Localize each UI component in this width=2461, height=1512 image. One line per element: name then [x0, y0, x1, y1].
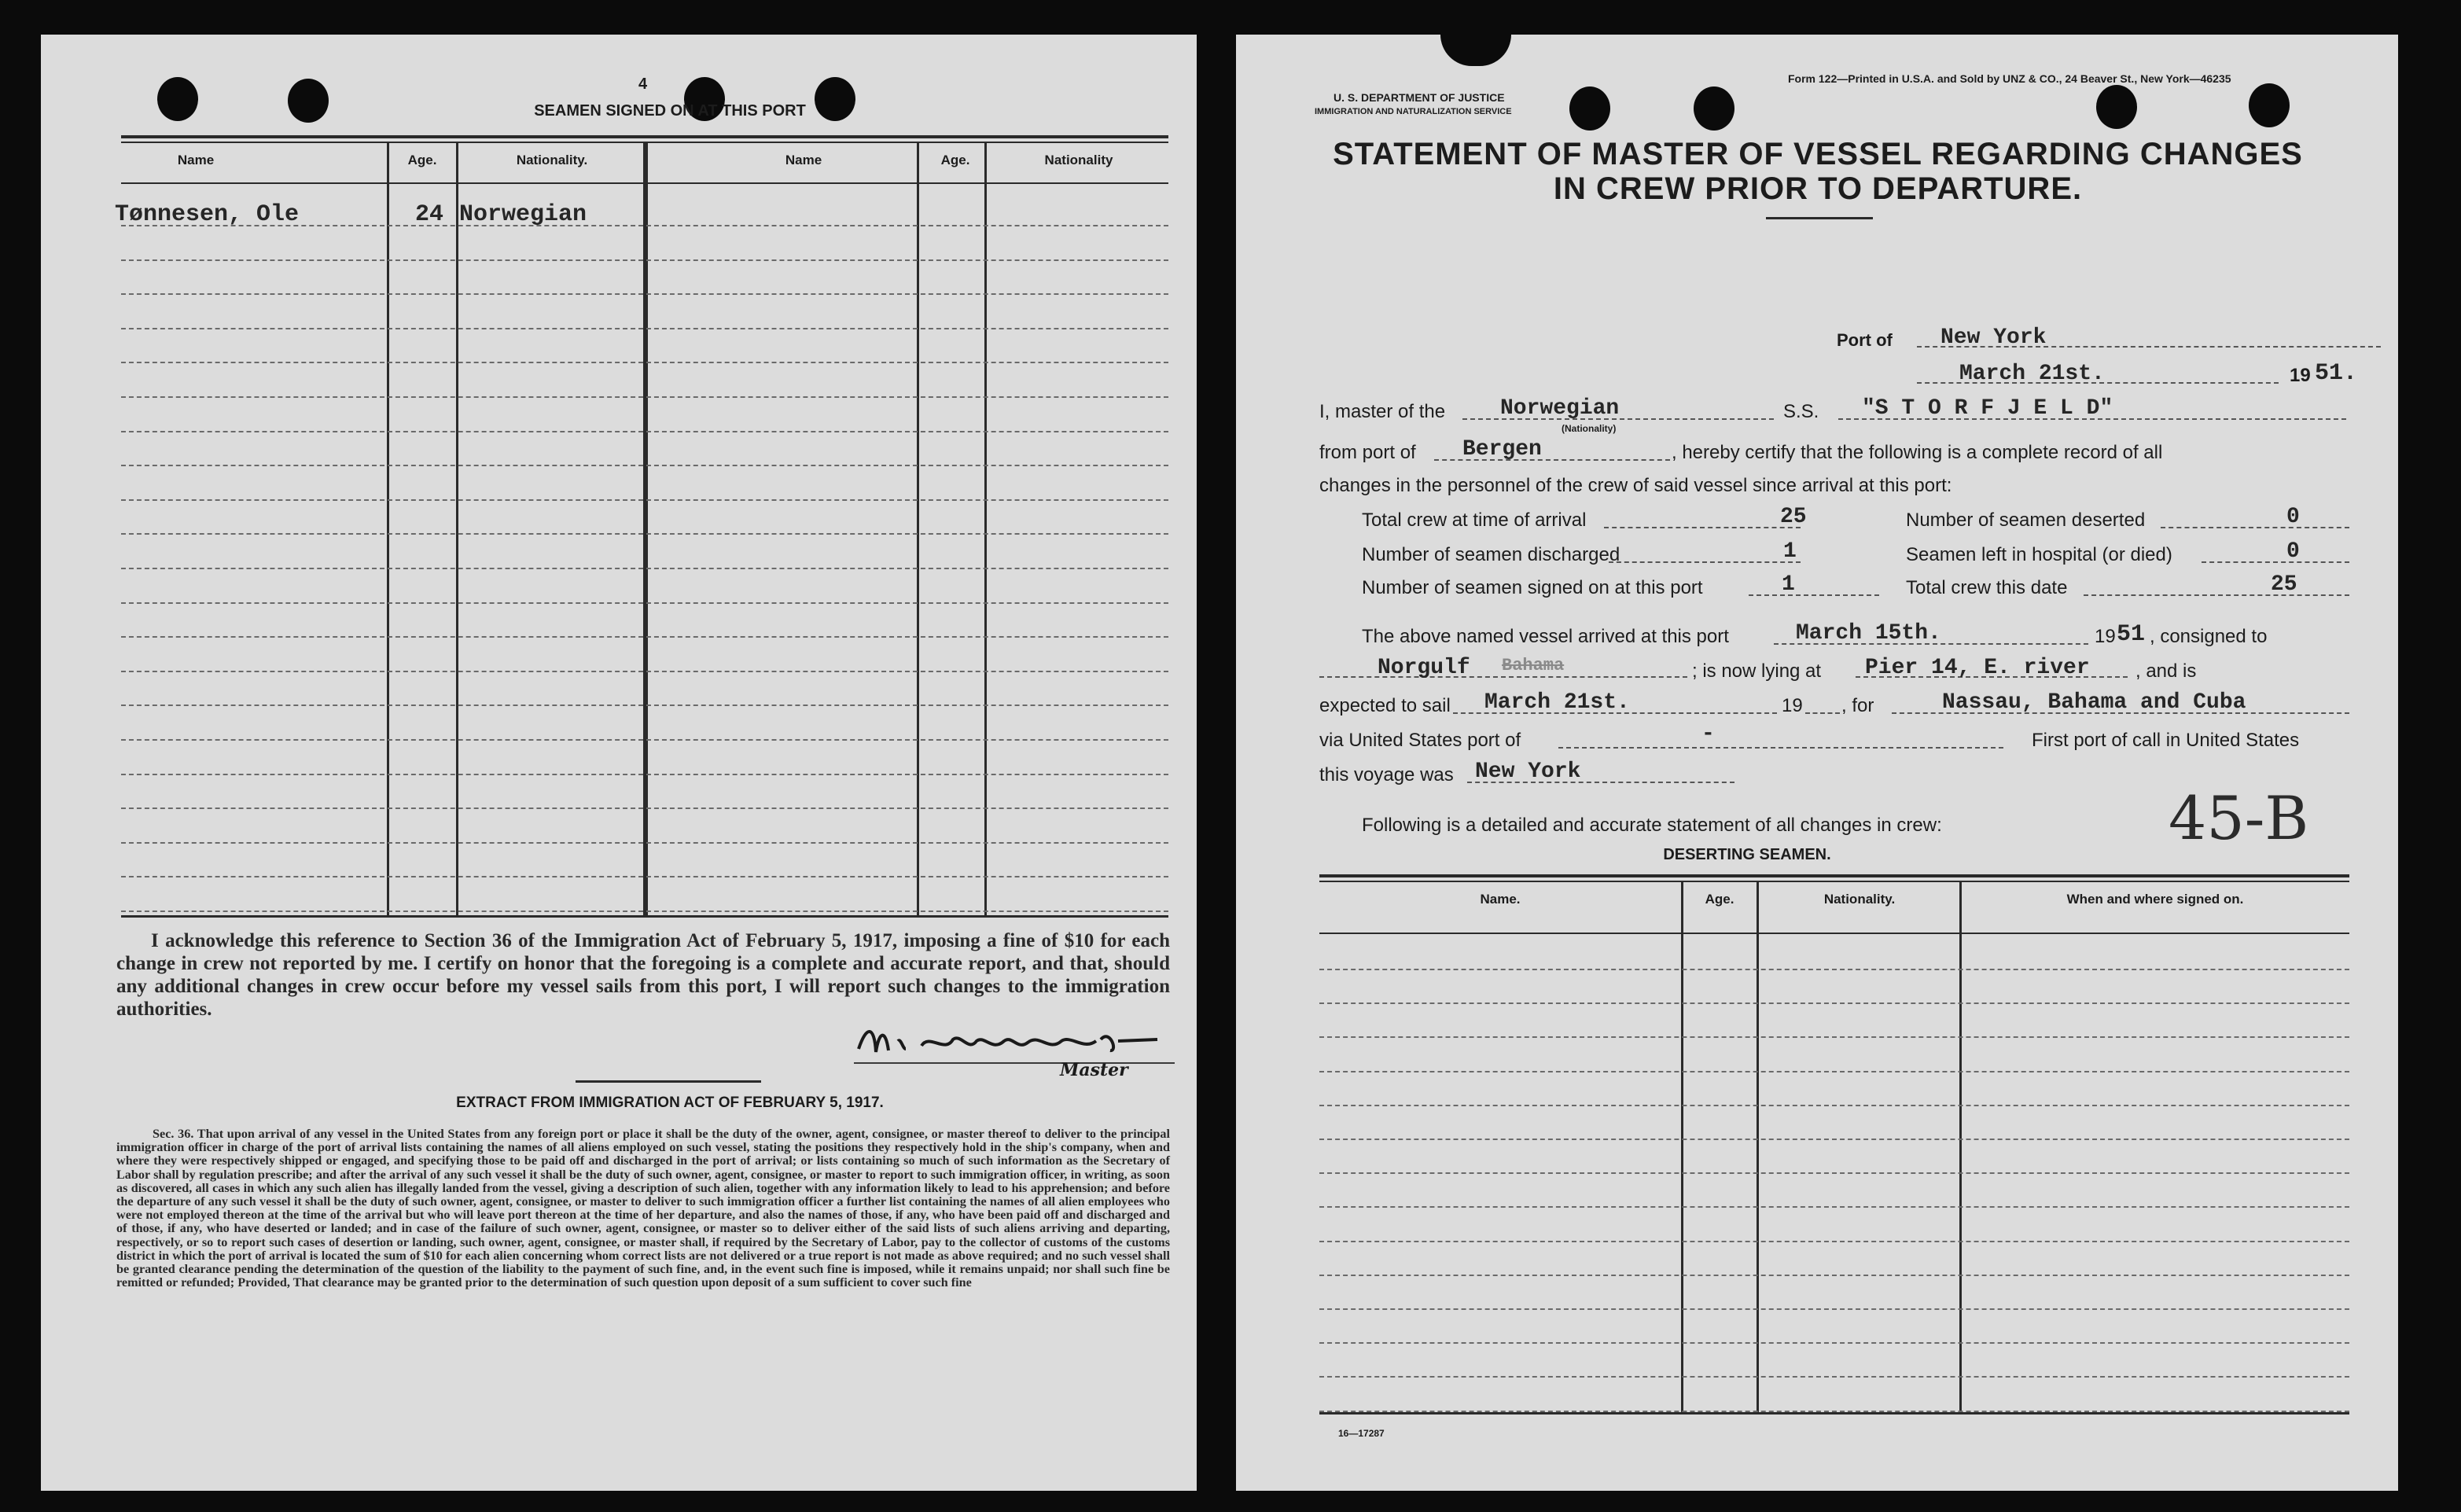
via-label: via United States port of: [1319, 730, 1521, 751]
port-value: New York: [1940, 326, 2047, 350]
punch-hole: [1694, 86, 1734, 131]
consignee-value: Norgulf: [1378, 656, 1470, 680]
col-header-name-2: Name: [785, 153, 822, 167]
table-row-rule: [121, 533, 1168, 535]
table-row-rule: [1319, 1071, 2349, 1072]
ss-label: S.S.: [1783, 401, 1819, 422]
col-header-nationality: Nationality.: [516, 153, 588, 167]
col-header-age: Age.: [407, 153, 437, 167]
table-row-rule: [1319, 1105, 2349, 1106]
left-page: [41, 35, 1197, 1491]
table-row-rule: [1319, 1308, 2349, 1310]
table-row-rule: [1319, 1002, 2349, 1004]
vessel-value: "S T O R F J E L D": [1862, 396, 2113, 421]
col-header-age-2: Age.: [940, 153, 970, 167]
deserting-header-rule: [1319, 933, 2349, 934]
footer-code: 16—17287: [1338, 1428, 1385, 1439]
master-label: Master: [1060, 1060, 1128, 1080]
discharged: 1: [1783, 539, 1797, 564]
table-top-rule: [121, 135, 1168, 138]
expected-label: expected to sail: [1319, 695, 1451, 716]
following-text: Following is a detailed and accurate statement of all changes in crew:: [1362, 815, 1942, 836]
destination-value: Nassau, Bahama and Cuba: [1942, 690, 2246, 715]
table-row-name: Tønnesen, Ole: [115, 201, 300, 228]
deserted-field: [2161, 503, 2349, 528]
col-header-name: Name: [177, 153, 215, 167]
form-title-line2: IN CREW PRIOR TO DEPARTURE.: [1553, 171, 2083, 206]
year-value: 51.: [2315, 360, 2358, 387]
dept-line1: U. S. DEPARTMENT OF JUSTICE: [1334, 91, 1505, 104]
first-port-label: First port of call in United States: [2032, 730, 2300, 751]
table-row-rule: [121, 568, 1168, 569]
master-signature: [851, 1017, 1181, 1069]
deserting-col-age: Age.: [1705, 892, 1734, 907]
table-row-rule: [121, 431, 1168, 432]
deserting-table-top-rule: [1319, 874, 2349, 877]
col-header-nationality-2: Nationality: [1044, 153, 1113, 167]
handwritten-code: 45-B: [2169, 783, 2309, 853]
total-crew-arrival-label: Total crew at time of arrival: [1362, 510, 1587, 531]
deserting-col-nationality: Nationality.: [1823, 892, 1896, 907]
hospital: 0: [2286, 539, 2300, 564]
extract-text: Sec. 36. That upon arrival of any vessel in the United States from any foreign port or place it shall be the duty of the owner, agent, consignee, or master thereof to deliver to the principal immigration officer in charge of the port of arrival lists containing the names of all aliens employed on such vessel, stating the positions they respectively hold in the ship's company, when and where they were respectively shipped or engaged, and specifying those to be paid off and discharged in the port of arrival; or lists containing so much of such information as the Secretary of Labor shall by regulation prescribe; and after the arrival of any such vessel it shall be the duty of such owner, agent, consignee, or master to report to such immigration officer, in writing, as soon as discovered, all cases in which any such alien has illegally landed from the vessel, giving a description of such alien, together with any information likely to lead to his apprehension; and before the departure of any such vessel it shall be the duty of such owner, agent, consignee, or master to deliver to such immigration officer a further list containing the names of all alien employees who were not employed thereon at the time of the arrival but who will leave port thereon at the time of her departure, and also the names of those, if any, who have been paid off and discharged and of those, if any, who have deserted or landed; and in case of the failure of such owner, agent, consignee, or master so to deliver either of the said lists of such aliens arriving and departing, respectively, or so to report such cases of desertion or landing, such owner, agent, consignee, or master shall, if required by the Secretary of Labor, pay to the collector of customs of the customs district in which the port of arrival is located the sum of $10 for each alien concerning whom correct lists are not delivered or a true report is not made as above required; and no such vessel shall be granted clearance pending the determination of the question of the liability to the payment of such fine, and, in the event such fine is imposed, while it remains unpaid; nor shall such fine be remitted or refunded; Provided, That clearance may be granted prior to the determination of such question upon deposit of a sum sufficient to cover such fine: [116, 1127, 1170, 1290]
table-row-rule: [1319, 1172, 2349, 1174]
table-row-rule: [121, 911, 1168, 912]
section-title: SEAMEN SIGNED ON AT THIS PORT: [534, 102, 806, 120]
dept-line2: IMMIGRATION AND NATURALIZATION SERVICE: [1315, 107, 1512, 116]
table-row-rule: [1319, 1241, 2349, 1242]
total-crew-date-field: [2084, 571, 2349, 596]
discharged-label: Number of seamen discharged: [1362, 544, 1620, 565]
table-row-rule: [121, 328, 1168, 329]
from-port-value: Bergen: [1462, 437, 1542, 462]
voyage-value: New York: [1475, 760, 1581, 784]
torn-edge: [1440, 35, 1511, 66]
total-crew-date: 25: [2271, 572, 2297, 597]
table-row-nationality: Norwegian: [459, 201, 587, 228]
table-row-rule: [121, 636, 1168, 638]
deserting-table-bottom-rule: [1319, 1412, 2349, 1415]
consigned-text: , consigned to: [2150, 626, 2268, 647]
total-crew-date-label: Total crew this date: [1906, 577, 2068, 598]
table-bottom-rule: [121, 915, 1168, 918]
from-port-label: from port of: [1319, 442, 1416, 463]
table-row-rule: [121, 739, 1168, 741]
table-row-rule: [1319, 1036, 2349, 1038]
signed-on-label: Number of seamen signed on at this port: [1362, 577, 1703, 598]
extract-title: EXTRACT FROM IMMIGRATION ACT OF FEBRUARY 5, 1917.: [456, 1094, 884, 1111]
signed-on: 1: [1782, 572, 1795, 597]
column-divider: [1681, 882, 1683, 1414]
deserting-table-top-rule: [1319, 881, 2349, 882]
arrived-value: March 15th.: [1796, 621, 1941, 646]
table-row-rule: [1319, 1206, 2349, 1208]
port-label: Port of: [1837, 330, 1893, 350]
deserted-label: Number of seamen deserted: [1906, 510, 2146, 531]
table-row-rule: [1319, 1139, 2349, 1140]
voyage-label: this voyage was: [1319, 764, 1454, 785]
expected-text: , and is: [2135, 660, 2197, 682]
table-row-rule: [121, 842, 1168, 844]
master-of-label: I, master of the: [1319, 401, 1446, 422]
certify-text-2: changes in the personnel of the crew of said vessel since arrival at this port:: [1319, 475, 1952, 496]
nationality-caption: (Nationality): [1562, 423, 1617, 434]
total-crew-arrival-field: [1604, 503, 1801, 528]
total-crew-arrival: 25: [1780, 505, 1807, 529]
punch-hole: [157, 77, 198, 121]
table-row-rule: [121, 774, 1168, 775]
date-value: March 21st.: [1959, 362, 2105, 386]
table-row-rule: [1319, 1376, 2349, 1378]
table-row-rule: [121, 396, 1168, 398]
title-underline: [1766, 217, 1873, 219]
signed-on-field: [1749, 571, 1879, 596]
arrived-year-prefix: 19: [2095, 626, 2116, 647]
consignee-strikethrough: Bahama: [1502, 656, 1565, 675]
table-row-rule: [121, 876, 1168, 877]
table-row-rule: [121, 671, 1168, 672]
table-row-age: 24: [415, 201, 444, 228]
via-value: -: [1701, 722, 1715, 746]
arrived-year: 51: [2117, 621, 2146, 648]
sail-year-prefix: 19: [1782, 695, 1803, 716]
deserting-col-signed-on: When and where signed on.: [2066, 892, 2244, 907]
table-row-rule: [121, 704, 1168, 706]
table-row-rule: [1319, 1342, 2349, 1344]
lying-value: Pier 14, E. river: [1865, 656, 2090, 680]
punch-hole: [1569, 86, 1610, 131]
form-note: Form 122—Printed in U.S.A. and Sold by UNZ & CO., 24 Beaver St., New York—46235: [1788, 72, 2231, 85]
form-title-line1: STATEMENT OF MASTER OF VESSEL REGARDING CHANGES: [1333, 137, 2303, 171]
hospital-field: [2202, 538, 2349, 563]
deserting-col-name: Name.: [1480, 892, 1521, 907]
discharged-field: [1609, 538, 1801, 563]
table-row-rule: [121, 259, 1168, 261]
divider-rule: [576, 1080, 761, 1083]
table-row-rule: [1319, 969, 2349, 970]
page-number: 4: [638, 75, 648, 93]
table-row-rule: [121, 465, 1168, 466]
table-row-rule: [1319, 1275, 2349, 1276]
arrived-label: The above named vessel arrived at this port: [1362, 626, 1729, 647]
year-prefix: 19: [2290, 365, 2311, 386]
table-row-rule: [121, 808, 1168, 809]
punch-hole: [288, 79, 329, 123]
column-divider: [1757, 882, 1759, 1414]
punch-hole: [2096, 85, 2137, 129]
sail-year-field: [1805, 689, 1840, 714]
hospital-label: Seamen left in hospital (or died): [1906, 544, 2172, 565]
nationality-value: Norwegian: [1500, 396, 1620, 421]
right-page: [1236, 35, 2398, 1491]
column-divider: [1959, 882, 1962, 1414]
table-row-rule: [121, 602, 1168, 604]
table-row-rule: [121, 293, 1168, 295]
punch-hole: [2249, 83, 2290, 127]
certify-text: , hereby certify that the following is a complete record of all: [1672, 442, 2163, 463]
table-row-rule: [121, 499, 1168, 501]
for-label: , for: [1841, 695, 1874, 716]
sail-value: March 21st.: [1484, 690, 1630, 715]
lying-text: ; is now lying at: [1692, 660, 1822, 682]
via-field: [1558, 723, 2003, 749]
deserted: 0: [2286, 505, 2300, 529]
deserting-title: DESERTING SEAMEN.: [1663, 846, 1831, 863]
acknowledgement-text: I acknowledge this reference to Section 36 of the Immigration Act of February 5, 1917, imposing a fine of $10 for each change in crew not reported by me. I certify on honor that the foregoing is a complete and accurate report, and that, should any additional changes in crew occur before my vessel sails from this port, I will report such changes to the immigration authorities.: [116, 930, 1170, 1020]
table-row-rule: [121, 362, 1168, 363]
